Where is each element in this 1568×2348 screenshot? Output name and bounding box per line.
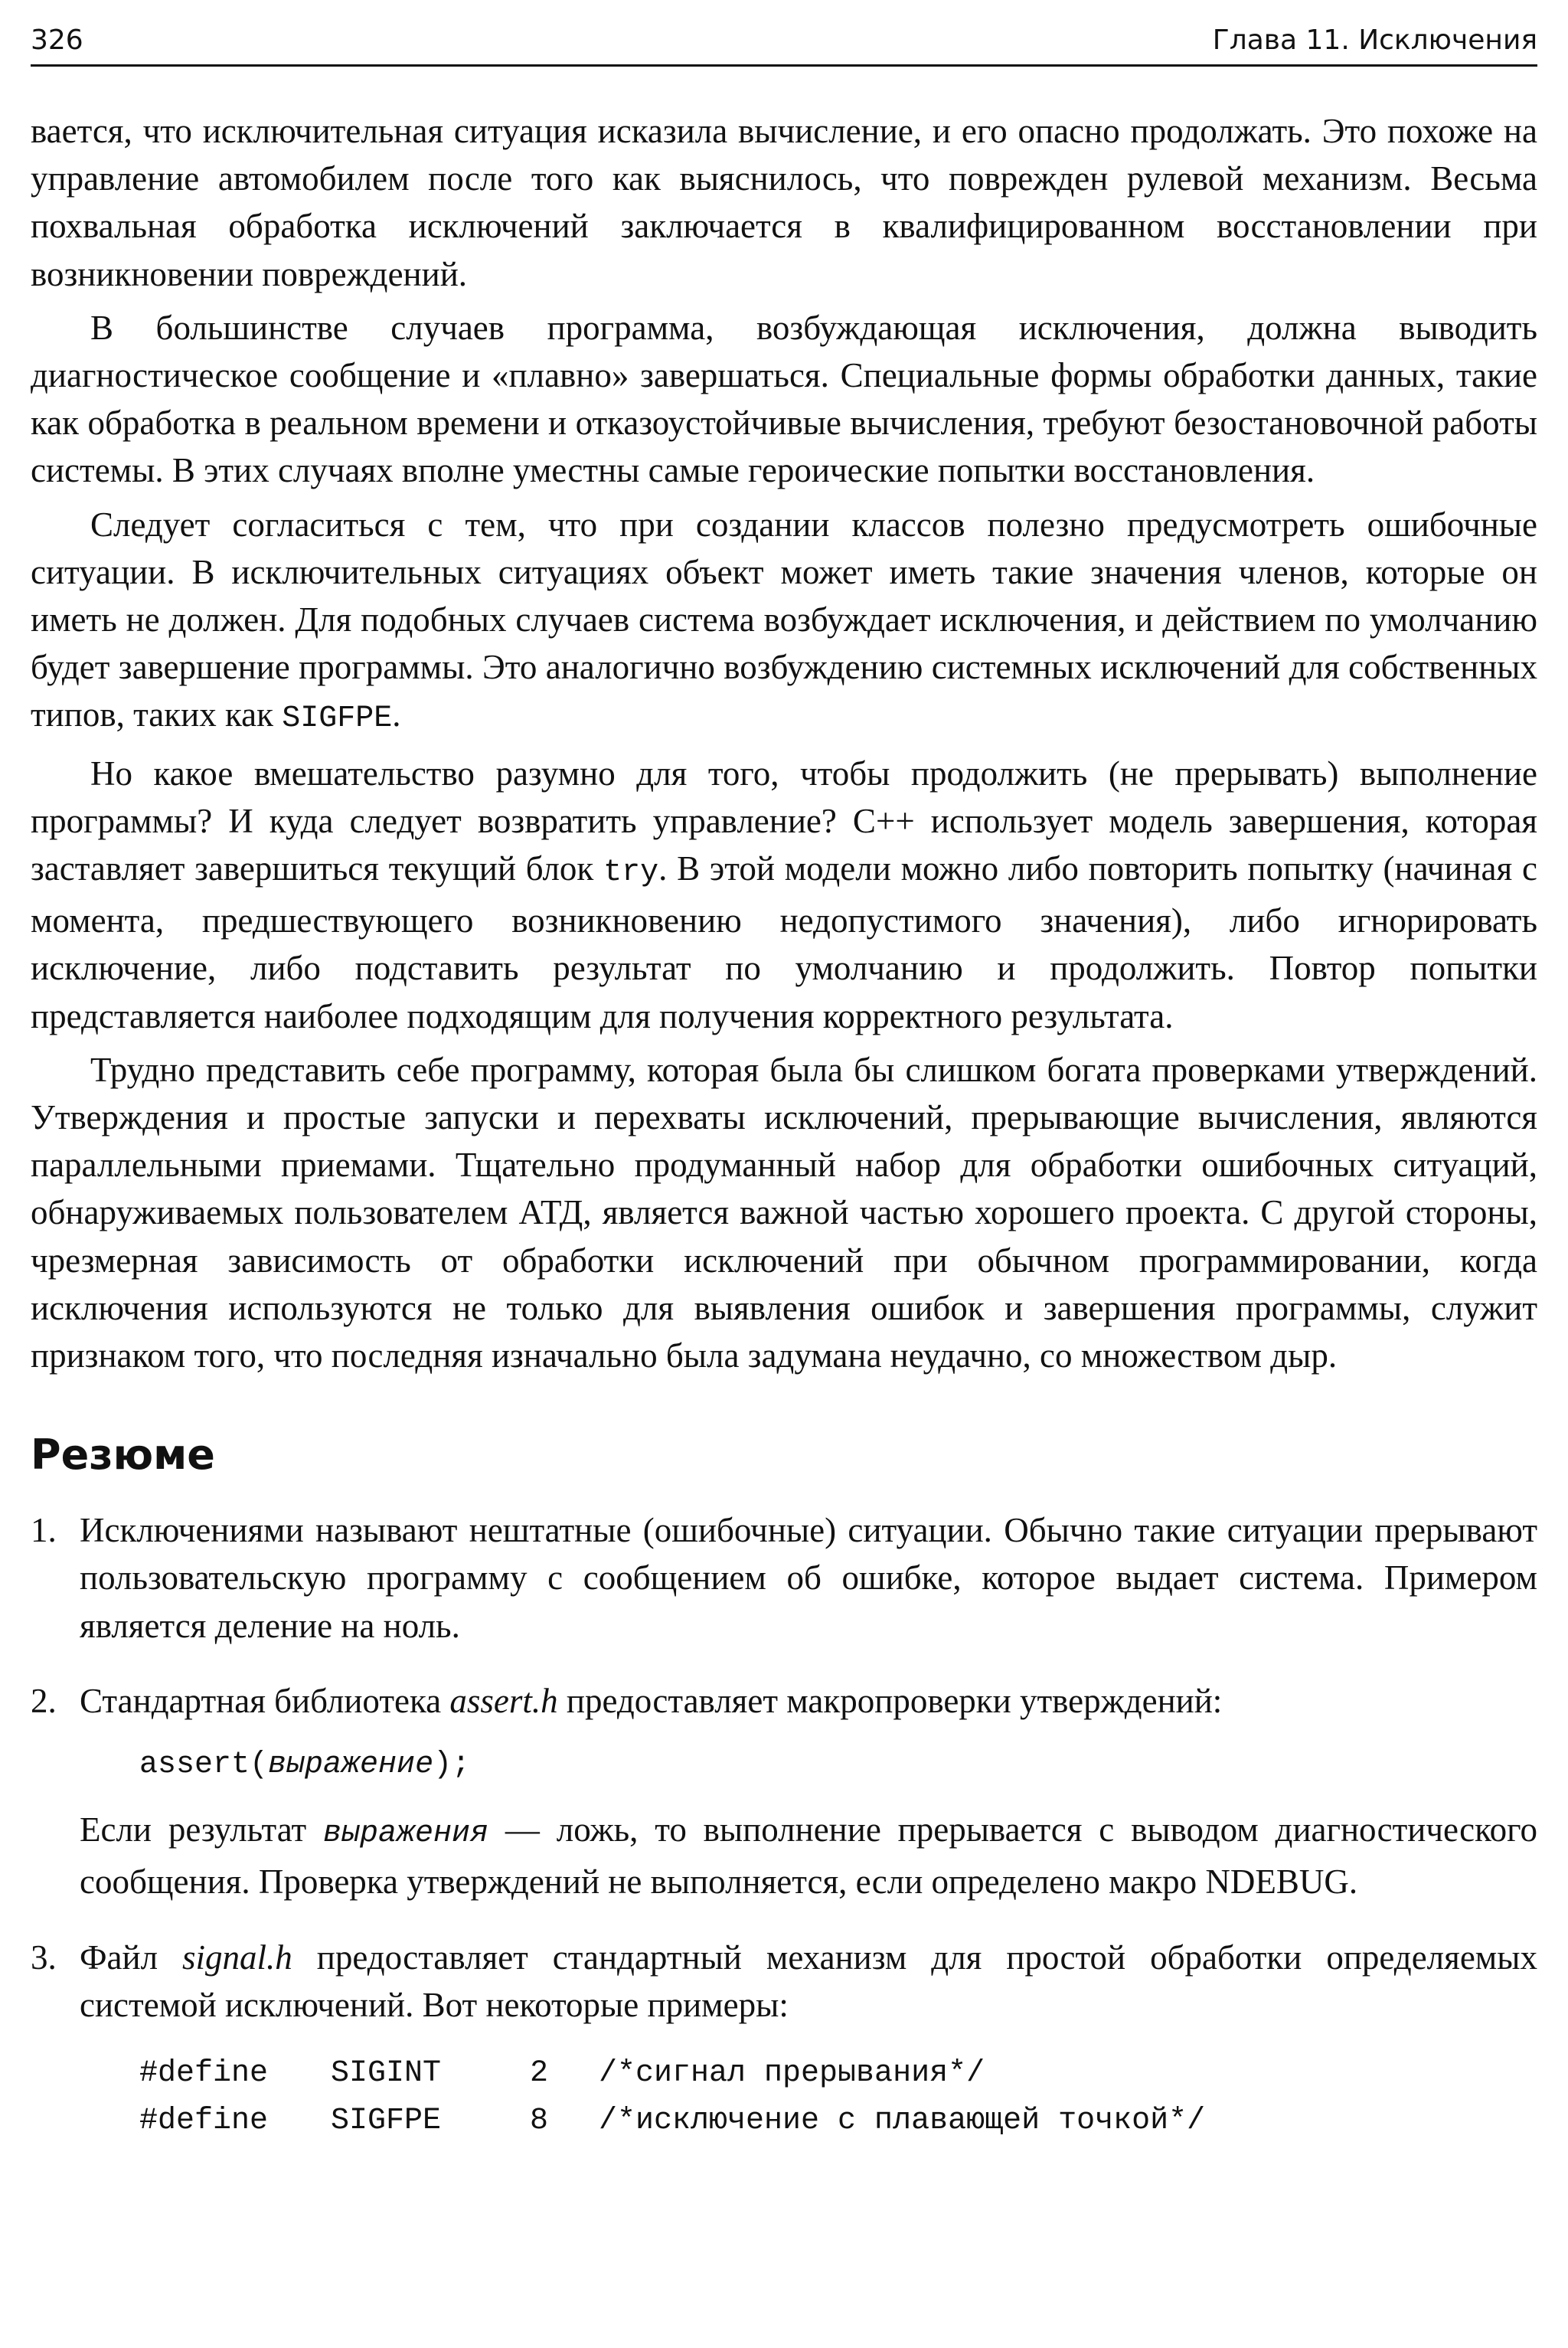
define-comment: /*исключение с плавающей точкой*/: [599, 2103, 1206, 2138]
summary-heading: Резюме: [31, 1431, 215, 1480]
assert-code-block: [139, 1741, 1537, 1789]
assert-h-filename: assert.h: [449, 1681, 558, 1720]
sigfpe-code: SIGFPE: [282, 701, 393, 737]
ndebug-macro: NDEBUG: [1205, 1862, 1349, 1902]
signal-h-filename: signal.h: [182, 1938, 292, 1977]
paragraph-3: [31, 501, 1537, 744]
item-2-text-after: предоставляет макропроверки утверждений:: [557, 1681, 1223, 1720]
chapter-title: Глава 11. Исключения: [1212, 25, 1537, 56]
book-page: [31, 0, 1537, 2348]
paragraph-2: В большинстве случаев программа, возбуждающая исключения, должна выводить диагностическое сообщение и «плавно» завершаться. Специальные формы обработки данных, такие как обработка в реальном времени и отказоустойчивые вычисления, требуют безостановочной работы системы. В этих случаях вполне уместны самые героические попытки восстановления.: [31, 308, 1537, 490]
assert-fn: assert(: [139, 1748, 269, 1783]
note-after: — ложь, то выполнение прерывается с выводом диагностического сообщения. Проверка утверждений не выполняется, если определено макро: [80, 1810, 1537, 1902]
paragraph-3-text: Следует согласиться с тем, что при создании классов полезно предусмотреть ошибочные ситуации. В исключительных ситуациях объект может иметь такие значения членов, которые он иметь не должен. Для подобных случаев система возбуждает исключения, и действием по умолчанию будет завершение программы. Это аналогично возбуждению системных исключений для собственных типов, таких как: [31, 505, 1537, 734]
paragraph-4: [31, 750, 1537, 1040]
summary-item-2-note: [80, 1806, 1537, 1905]
define-name: SIGFPE: [331, 2103, 442, 2138]
note-end: .: [1348, 1862, 1358, 1902]
define-value: 8: [530, 2103, 549, 2138]
item-3-text-after: предоставляет стандартный механизм для простой обработки определяемых системой исключений. Вот некоторые примеры:: [80, 1938, 1537, 2024]
summary-item-1: [31, 1506, 1537, 1650]
summary-item-2-text: [80, 1677, 1537, 1725]
summary-item-3: [31, 1934, 1537, 2145]
define-line: [139, 2050, 1205, 2098]
define-comment: /*сигнал прерывания*/: [599, 2055, 985, 2091]
define-line: [139, 2098, 1205, 2145]
item-2-text-before: Стандартная библиотека: [80, 1681, 450, 1720]
define-directive: #define: [139, 2103, 269, 2138]
define-value: 2: [530, 2055, 549, 2091]
paragraph-1: вается, что исключительная ситуация исказила вычисление, и его опасно продолжать. Это похоже на управление автомобилем после того как выяснилось, что поврежден рулевой механизм. Весьма похвальная обработка исключений заключается в квалифицированном восстановлении при возникновении повреждений.: [31, 112, 1537, 293]
assert-end: );: [433, 1748, 471, 1783]
assert-arg: выражение: [268, 1748, 434, 1783]
paragraph-4-text: Но какое вмешательство разумно для того, чтобы продолжить (не прерывать) выполнение программы? И куда следует возвратить управление? C++ использует модель завершения, которая заставляет завершиться текущий блок: [31, 754, 1537, 888]
running-head: [31, 21, 1537, 67]
body-text: [31, 107, 1537, 2145]
paragraph-3-end: .: [392, 695, 401, 734]
item-3-text-before: Файл: [80, 1938, 183, 1977]
paragraph-5: Трудно представить себе программу, которая была бы слишком богата проверками утверждений. Утверждения и простые запуски и перехваты исключений, прерывающие вычисления, являются параллельными приемами. Тщательно продуманный набор для обработки ошибочных ситуаций, обнаруживаемых пользователем АТД, является важной частью хорошего проекта. С другой стороны, чрезмерная зависимость от обработки исключений при обычном программировании, когда исключения используются не только для выявления ошибок и завершения программы, служит признаком того, что последняя изначально была задумана неудачно, со множеством дыр.: [31, 1050, 1537, 1375]
defines-code-block: [139, 2050, 1205, 2145]
item-number: 2.: [31, 1681, 57, 1720]
try-code: try: [603, 855, 659, 891]
note-before: Если результат: [80, 1810, 324, 1849]
summary-item-1-text: Исключениями называют нештатные (ошибочные) ситуации. Обычно такие ситуации прерывают пользовательскую программу с сообщением об ошибке, которое выдает система. Примером является деление на ноль.: [80, 1511, 1537, 1645]
summary-item-3-text: [80, 1934, 1537, 2029]
summary-item-2: [31, 1677, 1537, 1906]
define-name: SIGINT: [331, 2055, 442, 2091]
summary-list: [31, 1506, 1537, 2145]
note-arg: выражения: [323, 1817, 489, 1852]
page-number: 326: [31, 25, 83, 56]
item-number: 3.: [31, 1938, 57, 1977]
item-number: 1.: [31, 1511, 57, 1550]
paragraph-4-end: . В этой модели можно либо повторить попытку (начиная с момента, предшествующего возникновению недопустимого значения), либо игнорировать исключение, либо подставить результат по умолчанию и продолжить. Повтор попытки представляется наиболее подходящим для получения корректного результата.: [31, 849, 1537, 1035]
define-directive: #define: [139, 2055, 269, 2091]
